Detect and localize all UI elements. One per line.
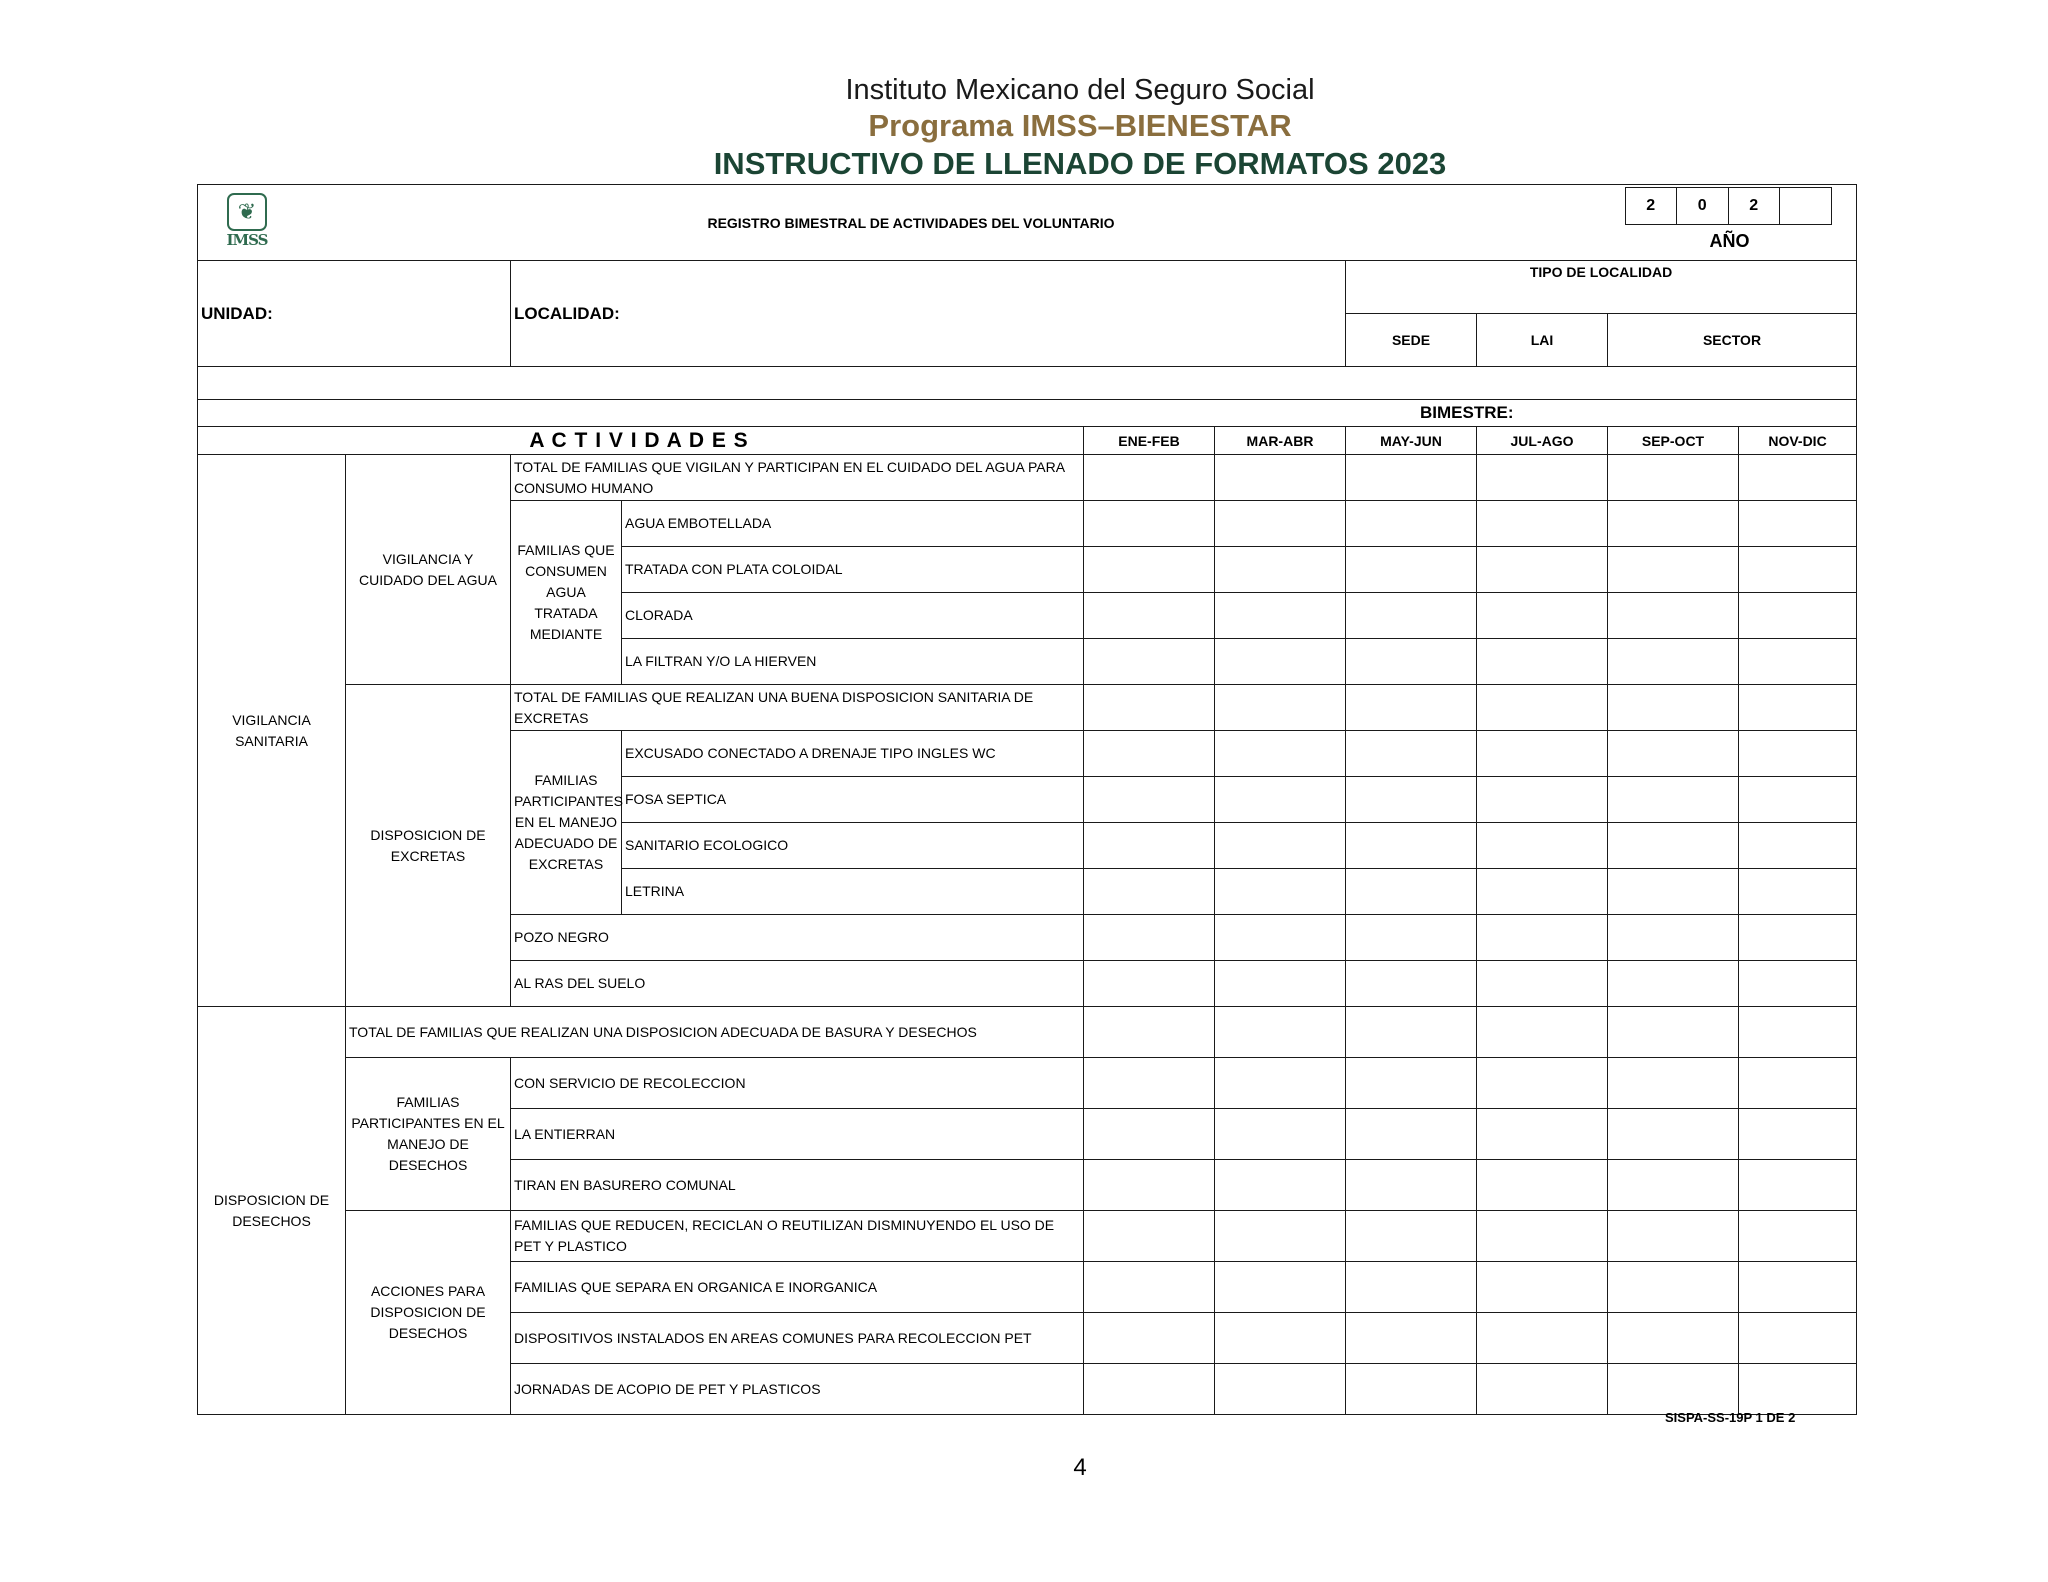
data-cell[interactable] bbox=[1084, 869, 1215, 915]
data-cell[interactable] bbox=[1608, 639, 1739, 685]
year-cell bbox=[1477, 185, 1857, 261]
row-label: FAMILIAS QUE SEPARA EN ORGANICA E INORGANICA bbox=[511, 1262, 1084, 1313]
row-label: TOTAL DE FAMILIAS QUE REALIZAN UNA BUENA DISPOSICION SANITARIA DE EXCRETAS bbox=[511, 685, 1084, 731]
data-cell[interactable] bbox=[1608, 685, 1739, 731]
data-cell[interactable] bbox=[1739, 869, 1857, 915]
bim-header-may-jun: MAY-JUN bbox=[1346, 427, 1477, 455]
data-cell[interactable] bbox=[1477, 1058, 1608, 1109]
data-cell[interactable] bbox=[1608, 455, 1739, 501]
data-cell[interactable] bbox=[1739, 961, 1857, 1007]
data-cell[interactable] bbox=[1084, 639, 1215, 685]
bim-header-jul-ago: JUL-AGO bbox=[1477, 427, 1608, 455]
year-digit-4[interactable] bbox=[1779, 188, 1831, 224]
data-cell[interactable] bbox=[1346, 731, 1477, 777]
data-cell[interactable] bbox=[1346, 501, 1477, 547]
data-cell[interactable] bbox=[1084, 961, 1215, 1007]
data-cell[interactable] bbox=[1346, 685, 1477, 731]
data-cell[interactable] bbox=[1346, 1364, 1477, 1415]
data-cell[interactable] bbox=[1084, 823, 1215, 869]
data-cell[interactable] bbox=[1346, 1160, 1477, 1211]
data-cell[interactable] bbox=[1346, 547, 1477, 593]
data-cell[interactable] bbox=[1608, 961, 1739, 1007]
data-cell[interactable] bbox=[1739, 593, 1857, 639]
data-cell[interactable] bbox=[1477, 1262, 1608, 1313]
document-title: INSTRUCTIVO DE LLENADO DE FORMATOS 2023 bbox=[713, 146, 1447, 181]
row-label: LETRINA bbox=[622, 869, 1084, 915]
data-cell[interactable] bbox=[1477, 731, 1608, 777]
data-cell[interactable] bbox=[1477, 501, 1608, 547]
data-cell[interactable] bbox=[1215, 593, 1346, 639]
data-cell[interactable] bbox=[1084, 455, 1215, 501]
subsection-manejo-desechos: FAMILIAS PARTICIPANTES EN EL MANEJO DE DESECHOS bbox=[346, 1058, 511, 1211]
year-digit-1[interactable]: 2 bbox=[1646, 197, 1656, 214]
data-cell[interactable] bbox=[1477, 639, 1608, 685]
data-cell[interactable] bbox=[1608, 1313, 1739, 1364]
data-cell[interactable] bbox=[1084, 1058, 1215, 1109]
data-cell[interactable] bbox=[1215, 1313, 1346, 1364]
data-cell[interactable] bbox=[1608, 777, 1739, 823]
data-cell[interactable] bbox=[1608, 1007, 1739, 1058]
data-cell[interactable] bbox=[1739, 915, 1857, 961]
data-cell[interactable] bbox=[1477, 455, 1608, 501]
data-cell[interactable] bbox=[1346, 1109, 1477, 1160]
data-cell[interactable] bbox=[1477, 777, 1608, 823]
data-cell[interactable] bbox=[1215, 1160, 1346, 1211]
data-cell[interactable] bbox=[1477, 593, 1608, 639]
row-label: CON SERVICIO DE RECOLECCION bbox=[511, 1058, 1084, 1109]
data-cell[interactable] bbox=[1608, 1058, 1739, 1109]
data-cell[interactable] bbox=[1739, 1313, 1857, 1364]
data-cell[interactable] bbox=[1346, 1211, 1477, 1262]
data-cell[interactable] bbox=[1346, 1058, 1477, 1109]
row-label: FAMILIAS QUE REDUCEN, RECICLAN O REUTILIZAN DISMINUYENDO EL USO DE PET Y PLASTICO bbox=[511, 1211, 1084, 1262]
year-label: AÑO bbox=[1709, 231, 1750, 251]
data-cell[interactable] bbox=[1215, 1262, 1346, 1313]
data-cell[interactable] bbox=[1346, 915, 1477, 961]
data-cell[interactable] bbox=[1084, 1160, 1215, 1211]
data-cell[interactable] bbox=[1477, 915, 1608, 961]
logo-cell bbox=[198, 185, 346, 261]
tipo-localidad-label: TIPO DE LOCALIDAD bbox=[1346, 261, 1857, 314]
table-row bbox=[198, 1007, 1857, 1058]
table-row bbox=[198, 685, 1857, 731]
data-cell[interactable] bbox=[1477, 1160, 1608, 1211]
data-cell[interactable] bbox=[1739, 1109, 1857, 1160]
table-row bbox=[198, 1211, 1857, 1262]
subsection-acciones-desechos: ACCIONES PARA DISPOSICION DE DESECHOS bbox=[346, 1211, 511, 1415]
row-label: SANITARIO ECOLOGICO bbox=[622, 823, 1084, 869]
actividades-header: A C T I V I D A D E S bbox=[198, 427, 1084, 455]
data-cell[interactable] bbox=[1084, 685, 1215, 731]
group-excretas: FAMILIAS PARTICIPANTES EN EL MANEJO ADECUADO DE EXCRETAS bbox=[511, 731, 622, 915]
data-cell[interactable] bbox=[1346, 1313, 1477, 1364]
data-cell[interactable] bbox=[1084, 1109, 1215, 1160]
data-cell[interactable] bbox=[1215, 501, 1346, 547]
data-cell[interactable] bbox=[1608, 1211, 1739, 1262]
data-cell[interactable] bbox=[1215, 915, 1346, 961]
table-row bbox=[198, 1058, 1857, 1109]
data-cell[interactable] bbox=[1739, 455, 1857, 501]
data-cell[interactable] bbox=[1084, 915, 1215, 961]
blank-row bbox=[198, 367, 1857, 400]
year-digit-3[interactable]: 2 bbox=[1728, 188, 1780, 224]
data-cell[interactable] bbox=[1739, 823, 1857, 869]
data-cell[interactable] bbox=[1346, 639, 1477, 685]
row-label: AL RAS DEL SUELO bbox=[511, 961, 1084, 1007]
data-cell[interactable] bbox=[1215, 1211, 1346, 1262]
data-cell[interactable] bbox=[1739, 1058, 1857, 1109]
data-cell[interactable] bbox=[1608, 731, 1739, 777]
data-cell[interactable] bbox=[1608, 1160, 1739, 1211]
bim-header-ene-feb: ENE-FEB bbox=[1084, 427, 1215, 455]
data-cell[interactable] bbox=[1346, 455, 1477, 501]
data-cell[interactable] bbox=[1084, 547, 1215, 593]
data-cell[interactable] bbox=[1608, 915, 1739, 961]
data-cell[interactable] bbox=[1608, 823, 1739, 869]
data-cell[interactable] bbox=[1215, 961, 1346, 1007]
data-cell[interactable] bbox=[1215, 1109, 1346, 1160]
data-cell[interactable] bbox=[1215, 869, 1346, 915]
data-cell[interactable] bbox=[1477, 869, 1608, 915]
row-label: POZO NEGRO bbox=[511, 915, 1084, 961]
data-cell[interactable] bbox=[1477, 961, 1608, 1007]
data-cell[interactable] bbox=[1215, 823, 1346, 869]
data-cell[interactable] bbox=[1608, 593, 1739, 639]
bim-header-nov-dic: NOV-DIC bbox=[1739, 427, 1857, 455]
data-cell[interactable] bbox=[1477, 1364, 1608, 1415]
data-cell[interactable] bbox=[1739, 1007, 1857, 1058]
data-cell[interactable] bbox=[1084, 1364, 1215, 1415]
data-cell[interactable] bbox=[1346, 869, 1477, 915]
logo-text: IMSS bbox=[226, 231, 268, 249]
tipo-sector[interactable]: SECTOR bbox=[1608, 314, 1857, 367]
bimestre-label: BIMESTRE: bbox=[198, 400, 1857, 427]
row-label: DISPOSITIVOS INSTALADOS EN AREAS COMUNES PARA RECOLECCION PET bbox=[511, 1313, 1084, 1364]
data-cell[interactable] bbox=[1215, 455, 1346, 501]
data-cell[interactable] bbox=[1215, 1007, 1346, 1058]
activity-register-form bbox=[197, 184, 1857, 1415]
data-cell[interactable] bbox=[1084, 777, 1215, 823]
row-label: TRATADA CON PLATA COLOIDAL bbox=[622, 547, 1084, 593]
data-cell[interactable] bbox=[1739, 501, 1857, 547]
data-cell[interactable] bbox=[1084, 731, 1215, 777]
row-label: TOTAL DE FAMILIAS QUE REALIZAN UNA DISPOSICION ADECUADA DE BASURA Y DESECHOS bbox=[346, 1007, 1084, 1058]
row-label: TOTAL DE FAMILIAS QUE VIGILAN Y PARTICIPAN EN EL CUIDADO DEL AGUA PARA CONSUMO HUMANO bbox=[511, 455, 1084, 501]
row-label: JORNADAS DE ACOPIO DE PET Y PLASTICOS bbox=[511, 1364, 1084, 1415]
data-cell[interactable] bbox=[1477, 547, 1608, 593]
data-cell[interactable] bbox=[1739, 777, 1857, 823]
data-cell[interactable] bbox=[1477, 1007, 1608, 1058]
data-cell[interactable] bbox=[1215, 685, 1346, 731]
group-agua-tratada: FAMILIAS QUE CONSUMEN AGUA TRATADA MEDIANTE bbox=[511, 501, 622, 685]
row-label: AGUA EMBOTELLADA bbox=[622, 501, 1084, 547]
data-cell[interactable] bbox=[1346, 1262, 1477, 1313]
data-cell[interactable] bbox=[1346, 961, 1477, 1007]
data-cell[interactable] bbox=[1739, 1211, 1857, 1262]
row-label: LA FILTRAN Y/O LA HIERVEN bbox=[622, 639, 1084, 685]
data-cell[interactable] bbox=[1346, 593, 1477, 639]
data-cell[interactable] bbox=[1346, 823, 1477, 869]
data-cell[interactable] bbox=[1608, 547, 1739, 593]
data-cell[interactable] bbox=[1477, 1211, 1608, 1262]
institution-title: Instituto Mexicano del Seguro Social bbox=[845, 74, 1315, 106]
imss-logo bbox=[224, 193, 270, 249]
data-cell[interactable] bbox=[1608, 1262, 1739, 1313]
data-cell[interactable] bbox=[1346, 1007, 1477, 1058]
year-box[interactable] bbox=[1625, 187, 1832, 225]
data-cell[interactable] bbox=[1084, 501, 1215, 547]
unidad-field[interactable] bbox=[198, 261, 511, 367]
imss-eagle-icon: ❦ bbox=[227, 193, 267, 231]
data-cell[interactable] bbox=[1215, 547, 1346, 593]
data-cell[interactable] bbox=[1739, 685, 1857, 731]
data-cell[interactable] bbox=[1084, 1007, 1215, 1058]
localidad-label: LOCALIDAD: bbox=[514, 303, 620, 323]
data-cell[interactable] bbox=[1215, 639, 1346, 685]
data-cell[interactable] bbox=[1608, 1364, 1739, 1415]
tipo-sede[interactable]: SEDE bbox=[1346, 314, 1477, 367]
row-label: EXCUSADO CONECTADO A DRENAJE TIPO INGLES WC bbox=[622, 731, 1084, 777]
tipo-lai[interactable]: LAI bbox=[1477, 314, 1608, 367]
data-cell[interactable] bbox=[1739, 1160, 1857, 1211]
data-cell[interactable] bbox=[1215, 731, 1346, 777]
data-cell[interactable] bbox=[1215, 1058, 1346, 1109]
data-cell[interactable] bbox=[1739, 731, 1857, 777]
data-cell[interactable] bbox=[1084, 1262, 1215, 1313]
data-cell[interactable] bbox=[1084, 1211, 1215, 1262]
data-cell[interactable] bbox=[1739, 639, 1857, 685]
bim-header-mar-abr: MAR-ABR bbox=[1215, 427, 1346, 455]
unidad-label: UNIDAD: bbox=[201, 303, 273, 323]
data-cell[interactable] bbox=[1215, 1364, 1346, 1415]
data-cell[interactable] bbox=[1608, 1109, 1739, 1160]
data-cell[interactable] bbox=[1084, 1313, 1215, 1364]
year-digit-2[interactable]: 0 bbox=[1676, 188, 1728, 224]
row-label: LA ENTIERRAN bbox=[511, 1109, 1084, 1160]
localidad-field[interactable] bbox=[511, 261, 1346, 367]
program-title: Programa IMSS–BIENESTAR bbox=[868, 108, 1292, 143]
subsection-excretas: DISPOSICION DE EXCRETAS bbox=[346, 685, 511, 1007]
section-vigilancia-sanitaria: VIGILANCIA SANITARIA bbox=[198, 455, 346, 1007]
section-disposicion-desechos: DISPOSICION DE DESECHOS bbox=[198, 1007, 346, 1415]
data-cell[interactable] bbox=[1608, 501, 1739, 547]
data-cell[interactable] bbox=[1477, 685, 1608, 731]
data-cell[interactable] bbox=[1084, 593, 1215, 639]
data-cell[interactable] bbox=[1739, 547, 1857, 593]
data-cell[interactable] bbox=[1608, 869, 1739, 915]
data-cell[interactable] bbox=[1215, 777, 1346, 823]
row-label: CLORADA bbox=[622, 593, 1084, 639]
page-number: 4 bbox=[1073, 1454, 1087, 1481]
row-label: FOSA SEPTICA bbox=[622, 777, 1084, 823]
data-cell[interactable] bbox=[1477, 1109, 1608, 1160]
row-label: TIRAN EN BASURERO COMUNAL bbox=[511, 1160, 1084, 1211]
data-cell[interactable] bbox=[1477, 823, 1608, 869]
data-cell[interactable] bbox=[1346, 777, 1477, 823]
data-cell[interactable] bbox=[1739, 1262, 1857, 1313]
form-code: SISPA-SS-19P 1 DE 2 bbox=[1665, 1410, 1796, 1425]
data-cell[interactable] bbox=[1477, 1313, 1608, 1364]
subsection-agua: VIGILANCIA Y CUIDADO DEL AGUA bbox=[346, 455, 511, 685]
bim-header-sep-oct: SEP-OCT bbox=[1608, 427, 1739, 455]
form-title: REGISTRO BIMESTRAL DE ACTIVIDADES DEL VOLUNTARIO bbox=[346, 185, 1477, 261]
table-row bbox=[198, 455, 1857, 501]
data-cell[interactable] bbox=[1739, 1364, 1857, 1415]
